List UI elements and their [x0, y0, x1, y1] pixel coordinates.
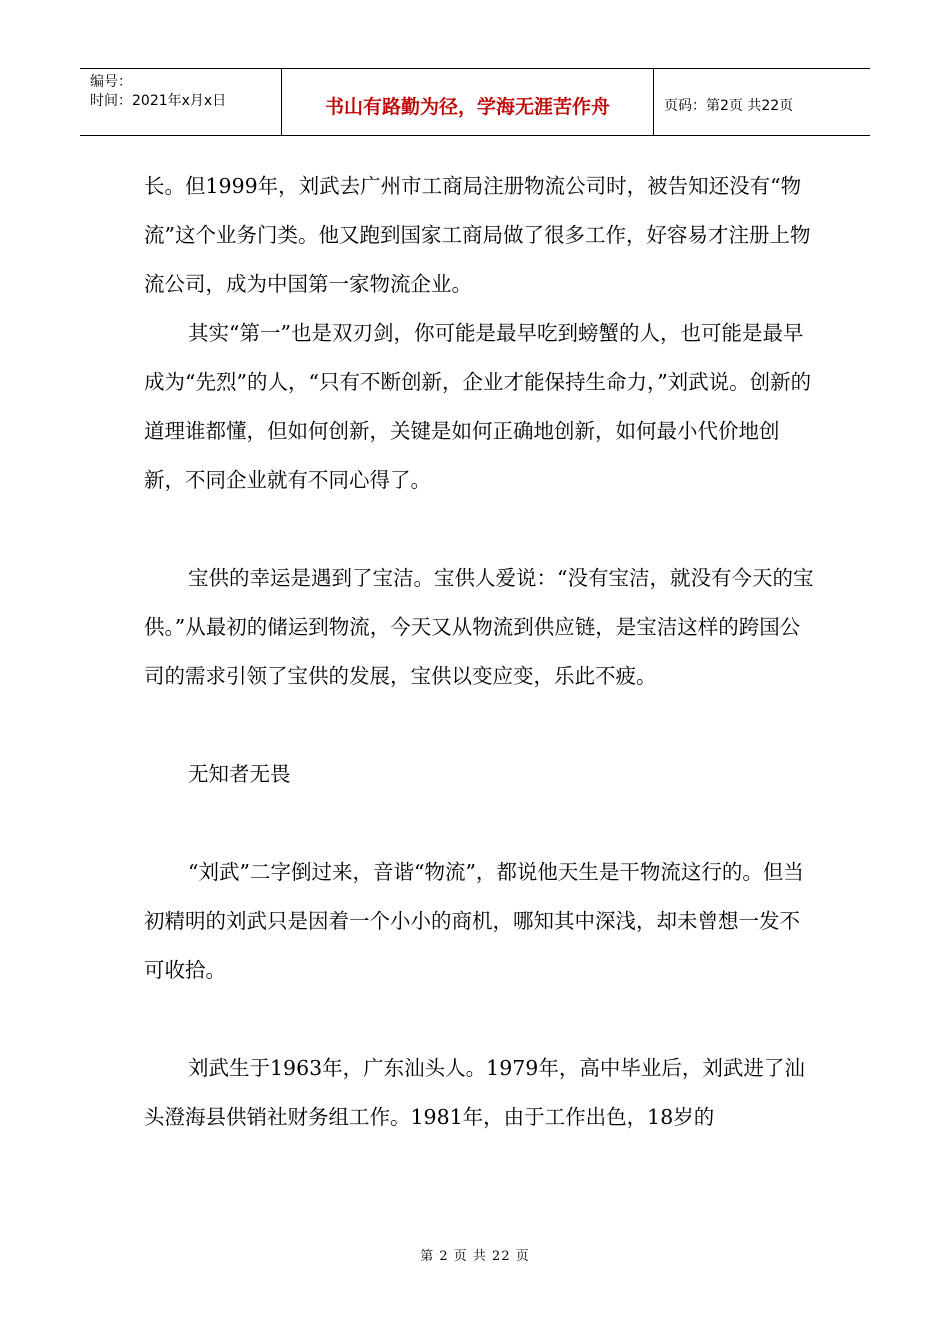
document-code-label: 编号： — [90, 74, 132, 90]
body-paragraph: “刘武”二字倒过来，音谐“物流”，都说他天生是干物流这行的。但当初精明的刘武只是因着一个小小的商机，哪知其中深浅，却未曾想一发不可收拾。 — [144, 860, 804, 982]
body-paragraph: 其实“第一”也是双刃剑，你可能是最早吃到螃蟹的人，也可能是最早成为“先烈”的人，“只有不断创新，企业才能保持生命力，”刘武说。创新的道理谁都懂，但如何创新，关键是如何正确地创新，如何最小代价地创新，不同企业就有不同心得了。 — [144, 321, 812, 492]
header-page-info: 页码：第2页 共22页 — [664, 98, 794, 114]
header-motto: 书山有路勤为径，学海无涯苦作舟 — [324, 95, 610, 118]
page-header — [80, 68, 870, 136]
document-date-label: 时间：2021年x月x日 — [90, 93, 227, 109]
paragraph-gap — [144, 505, 816, 554]
header-motto-cell — [282, 69, 654, 135]
page-footer: 第 2 页 共 22 页 — [420, 1249, 530, 1264]
paragraph-gap — [144, 701, 816, 750]
header-page-cell — [654, 69, 870, 135]
document-body — [144, 162, 816, 1142]
body-paragraph: 刘武生于1963年，广东汕头人。1979年，高中毕业后，刘武进了汕头澄海县供销社财务组工作。1981年，由于工作出色，18岁的 — [144, 1056, 805, 1129]
section-heading: 无知者无畏 — [188, 762, 291, 786]
body-paragraph: 长。但1999年，刘武去广州市工商局注册物流公司时，被告知还没有“物流”这个业务门类。他又跑到国家工商局做了很多工作，好容易才注册上物流公司，成为中国第一家物流企业。 — [144, 174, 811, 296]
body-paragraph: 宝供的幸运是遇到了宝洁。宝供人爱说：“没有宝洁，就没有今天的宝供。”从最初的储运到物流，今天又从物流到供应链，是宝洁这样的跨国公司的需求引领了宝供的发展，宝供以变应变，乐此不疲。 — [144, 566, 814, 688]
header-meta-cell — [80, 69, 282, 135]
paragraph-gap — [144, 995, 816, 1044]
paragraph-gap — [144, 799, 816, 848]
